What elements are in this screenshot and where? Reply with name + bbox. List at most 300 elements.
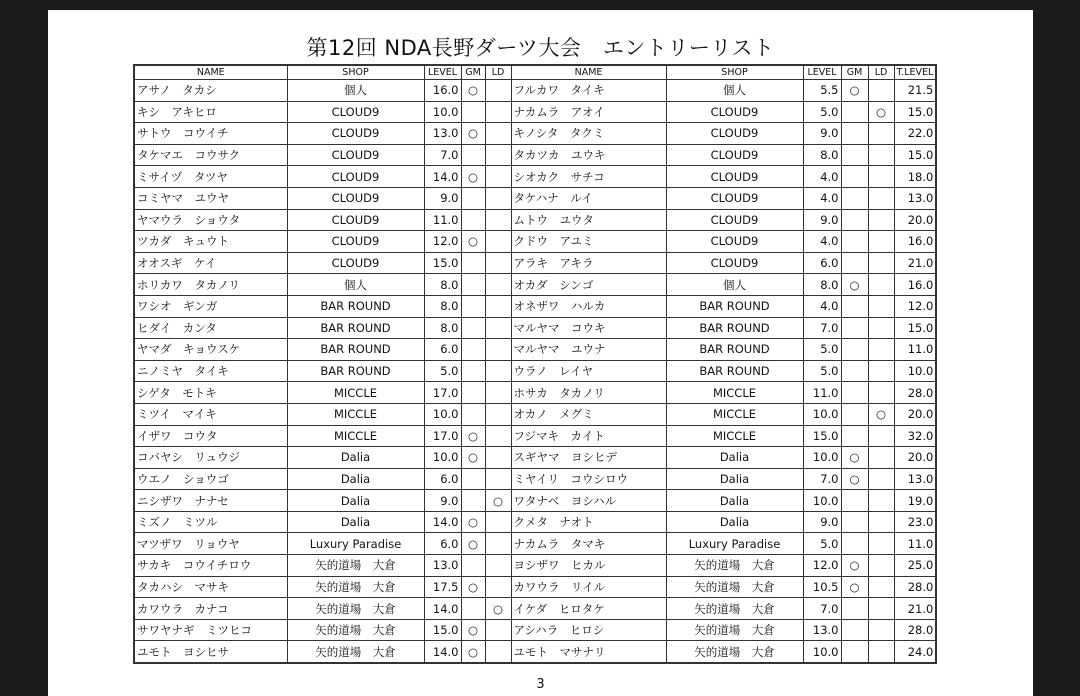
level-2: 8.0	[803, 274, 841, 296]
ld-mark-1	[485, 252, 511, 274]
shop-name-2: CLOUD9	[666, 101, 803, 123]
shop-name-2: CLOUD9	[666, 123, 803, 145]
level-1: 13.0	[424, 123, 461, 145]
gm-mark-1	[461, 144, 485, 166]
header-gm-1: GM	[461, 65, 485, 80]
level-1: 7.0	[424, 144, 461, 166]
level-1: 5.0	[424, 360, 461, 382]
player-name-2: フルカワ タイキ	[511, 80, 666, 102]
ld-mark-1	[485, 209, 511, 231]
player-name-1: ホリカワ タカノリ	[134, 274, 287, 296]
total-level: 15.0	[894, 101, 936, 123]
table-row	[134, 511, 936, 533]
total-level: 15.0	[894, 317, 936, 339]
gm-mark-2: ○	[841, 576, 868, 598]
header-ld-1: LD	[485, 65, 511, 80]
level-1: 15.0	[424, 252, 461, 274]
gm-mark-1	[461, 209, 485, 231]
entry-table	[133, 64, 937, 664]
level-2: 4.0	[803, 187, 841, 209]
ld-mark-1	[485, 403, 511, 425]
player-name-2: マルヤマ ユウナ	[511, 339, 666, 361]
gm-mark-1: ○	[461, 123, 485, 145]
level-1: 8.0	[424, 295, 461, 317]
gm-mark-1: ○	[461, 641, 485, 663]
shop-name-1: CLOUD9	[287, 101, 424, 123]
gm-mark-1	[461, 382, 485, 404]
total-level: 20.0	[894, 447, 936, 469]
gm-mark-2	[841, 166, 868, 188]
table-row	[134, 468, 936, 490]
document-page	[48, 10, 1033, 696]
viewer-top-bar	[0, 0, 1080, 10]
level-1: 15.0	[424, 619, 461, 641]
table-row	[134, 533, 936, 555]
ld-mark-2	[868, 123, 894, 145]
shop-name-1: 矢的道場 大倉	[287, 555, 424, 577]
total-level: 21.5	[894, 80, 936, 102]
player-name-2: アシハラ ヒロシ	[511, 619, 666, 641]
total-level: 18.0	[894, 166, 936, 188]
level-1: 10.0	[424, 447, 461, 469]
player-name-1: ミツイ マイキ	[134, 403, 287, 425]
player-name-2: タケハナ ルイ	[511, 187, 666, 209]
table-row	[134, 360, 936, 382]
gm-mark-2	[841, 101, 868, 123]
shop-name-1: MICCLE	[287, 425, 424, 447]
ld-mark-2	[868, 555, 894, 577]
table-row	[134, 80, 936, 102]
page-number: 3	[536, 677, 545, 692]
header-ld-2: LD	[868, 65, 894, 80]
level-1: 14.0	[424, 598, 461, 620]
total-level: 19.0	[894, 490, 936, 512]
ld-mark-1	[485, 80, 511, 102]
gm-mark-1	[461, 468, 485, 490]
ld-mark-1	[485, 511, 511, 533]
player-name-2: オカダ シンゴ	[511, 274, 666, 296]
shop-name-2: CLOUD9	[666, 144, 803, 166]
player-name-1: ツカダ キュウト	[134, 231, 287, 253]
ld-mark-2	[868, 295, 894, 317]
ld-mark-1	[485, 295, 511, 317]
total-level: 15.0	[894, 144, 936, 166]
level-1: 6.0	[424, 468, 461, 490]
level-2: 5.0	[803, 339, 841, 361]
level-2: 8.0	[803, 144, 841, 166]
shop-name-2: 個人	[666, 80, 803, 102]
gm-mark-1: ○	[461, 576, 485, 598]
player-name-2: ワタナベ ヨシハル	[511, 490, 666, 512]
table-body	[134, 80, 936, 664]
level-1: 13.0	[424, 555, 461, 577]
table-row	[134, 252, 936, 274]
ld-mark-1	[485, 425, 511, 447]
shop-name-1: CLOUD9	[287, 231, 424, 253]
player-name-1: マツザワ リョウヤ	[134, 533, 287, 555]
player-name-1: ユモト ヨシヒサ	[134, 641, 287, 663]
player-name-1: コバヤシ リュウジ	[134, 447, 287, 469]
shop-name-1: CLOUD9	[287, 209, 424, 231]
gm-mark-2	[841, 209, 868, 231]
shop-name-1: 矢的道場 大倉	[287, 619, 424, 641]
shop-name-1: Dalia	[287, 490, 424, 512]
shop-name-2: Dalia	[666, 490, 803, 512]
ld-mark-1: ○	[485, 490, 511, 512]
ld-mark-2	[868, 533, 894, 555]
ld-mark-1	[485, 468, 511, 490]
gm-mark-1	[461, 317, 485, 339]
header-name-2: NAME	[511, 65, 666, 80]
shop-name-2: BAR ROUND	[666, 317, 803, 339]
player-name-2: ミヤイリ コウシロウ	[511, 468, 666, 490]
ld-mark-2	[868, 339, 894, 361]
level-2: 7.0	[803, 468, 841, 490]
total-level: 11.0	[894, 533, 936, 555]
shop-name-1: Dalia	[287, 447, 424, 469]
gm-mark-1	[461, 295, 485, 317]
level-2: 10.5	[803, 576, 841, 598]
player-name-1: ヤマウラ ショウタ	[134, 209, 287, 231]
ld-mark-1	[485, 144, 511, 166]
player-name-2: イケダ ヒロタケ	[511, 598, 666, 620]
ld-mark-1	[485, 101, 511, 123]
player-name-1: イザワ コウタ	[134, 425, 287, 447]
table-row	[134, 447, 936, 469]
player-name-1: サワヤナギ ミツヒコ	[134, 619, 287, 641]
ld-mark-1	[485, 274, 511, 296]
shop-name-1: CLOUD9	[287, 187, 424, 209]
shop-name-2: 矢的道場 大倉	[666, 576, 803, 598]
level-2: 10.0	[803, 447, 841, 469]
gm-mark-1	[461, 101, 485, 123]
ld-mark-1: ○	[485, 598, 511, 620]
shop-name-2: Dalia	[666, 511, 803, 533]
total-level: 21.0	[894, 252, 936, 274]
shop-name-2: 矢的道場 大倉	[666, 619, 803, 641]
player-name-1: ミズノ ミツル	[134, 511, 287, 533]
gm-mark-2: ○	[841, 274, 868, 296]
shop-name-2: MICCLE	[666, 425, 803, 447]
level-2: 10.0	[803, 641, 841, 663]
player-name-1: ヤマダ キョウスケ	[134, 339, 287, 361]
shop-name-2: BAR ROUND	[666, 339, 803, 361]
table-row	[134, 166, 936, 188]
level-2: 9.0	[803, 511, 841, 533]
level-2: 9.0	[803, 209, 841, 231]
gm-mark-2	[841, 619, 868, 641]
ld-mark-2	[868, 490, 894, 512]
table-row	[134, 295, 936, 317]
player-name-2: スギヤマ ヨシヒデ	[511, 447, 666, 469]
header-level-2: LEVEL	[803, 65, 841, 80]
table-row	[134, 619, 936, 641]
total-level: 28.0	[894, 382, 936, 404]
header-name-1: NAME	[134, 65, 287, 80]
player-name-1: ヒダイ カンタ	[134, 317, 287, 339]
shop-name-2: CLOUD9	[666, 231, 803, 253]
shop-name-2: CLOUD9	[666, 166, 803, 188]
gm-mark-2	[841, 123, 868, 145]
level-2: 15.0	[803, 425, 841, 447]
shop-name-2: CLOUD9	[666, 209, 803, 231]
gm-mark-2	[841, 360, 868, 382]
player-name-2: クメタ ナオト	[511, 511, 666, 533]
table-row	[134, 274, 936, 296]
ld-mark-2	[868, 80, 894, 102]
gm-mark-1: ○	[461, 166, 485, 188]
gm-mark-1: ○	[461, 533, 485, 555]
table-header-row	[134, 65, 936, 80]
level-2: 4.0	[803, 231, 841, 253]
ld-mark-1	[485, 187, 511, 209]
level-2: 11.0	[803, 382, 841, 404]
table-row	[134, 403, 936, 425]
ld-mark-2	[868, 641, 894, 663]
table-row	[134, 317, 936, 339]
gm-mark-1	[461, 274, 485, 296]
level-1: 17.5	[424, 576, 461, 598]
shop-name-2: 個人	[666, 274, 803, 296]
ld-mark-2	[868, 187, 894, 209]
level-1: 17.0	[424, 382, 461, 404]
gm-mark-2	[841, 511, 868, 533]
shop-name-1: 矢的道場 大倉	[287, 598, 424, 620]
gm-mark-2	[841, 533, 868, 555]
table-row	[134, 598, 936, 620]
gm-mark-1	[461, 187, 485, 209]
ld-mark-1	[485, 619, 511, 641]
level-2: 13.0	[803, 619, 841, 641]
gm-mark-2	[841, 425, 868, 447]
ld-mark-2	[868, 425, 894, 447]
level-1: 9.0	[424, 490, 461, 512]
gm-mark-1	[461, 598, 485, 620]
gm-mark-2	[841, 231, 868, 253]
shop-name-1: 個人	[287, 274, 424, 296]
gm-mark-2	[841, 144, 868, 166]
gm-mark-1: ○	[461, 447, 485, 469]
ld-mark-2	[868, 360, 894, 382]
player-name-2: キノシタ タクミ	[511, 123, 666, 145]
level-2: 6.0	[803, 252, 841, 274]
level-1: 8.0	[424, 274, 461, 296]
shop-name-2: MICCLE	[666, 403, 803, 425]
shop-name-2: MICCLE	[666, 382, 803, 404]
ld-mark-2	[868, 144, 894, 166]
player-name-2: ホサカ タカノリ	[511, 382, 666, 404]
table-row	[134, 187, 936, 209]
level-2: 4.0	[803, 166, 841, 188]
player-name-2: ナカムラ タマキ	[511, 533, 666, 555]
ld-mark-1	[485, 231, 511, 253]
shop-name-1: BAR ROUND	[287, 360, 424, 382]
level-2: 4.0	[803, 295, 841, 317]
gm-mark-2	[841, 295, 868, 317]
level-1: 8.0	[424, 317, 461, 339]
ld-mark-2	[868, 382, 894, 404]
table-row	[134, 101, 936, 123]
table-row	[134, 576, 936, 598]
gm-mark-1: ○	[461, 231, 485, 253]
player-name-2: ウラノ レイヤ	[511, 360, 666, 382]
total-level: 12.0	[894, 295, 936, 317]
shop-name-1: 個人	[287, 80, 424, 102]
table-row	[134, 144, 936, 166]
player-name-2: マルヤマ コウキ	[511, 317, 666, 339]
shop-name-2: CLOUD9	[666, 187, 803, 209]
ld-mark-2: ○	[868, 101, 894, 123]
ld-mark-2	[868, 598, 894, 620]
table-row	[134, 339, 936, 361]
player-name-1: ニノミヤ タイキ	[134, 360, 287, 382]
total-level: 13.0	[894, 187, 936, 209]
player-name-1: シゲタ モトキ	[134, 382, 287, 404]
ld-mark-2	[868, 209, 894, 231]
level-2: 5.0	[803, 533, 841, 555]
shop-name-2: 矢的道場 大倉	[666, 641, 803, 663]
gm-mark-1	[461, 360, 485, 382]
gm-mark-2: ○	[841, 447, 868, 469]
ld-mark-2	[868, 166, 894, 188]
gm-mark-1	[461, 555, 485, 577]
shop-name-1: Dalia	[287, 468, 424, 490]
ld-mark-1	[485, 339, 511, 361]
player-name-2: アラキ アキラ	[511, 252, 666, 274]
level-2: 5.0	[803, 360, 841, 382]
player-name-1: コミヤマ ユウヤ	[134, 187, 287, 209]
shop-name-1: Dalia	[287, 511, 424, 533]
player-name-2: ユモト マサナリ	[511, 641, 666, 663]
shop-name-1: 矢的道場 大倉	[287, 576, 424, 598]
shop-name-1: CLOUD9	[287, 123, 424, 145]
ld-mark-1	[485, 576, 511, 598]
gm-mark-2	[841, 490, 868, 512]
total-level: 16.0	[894, 274, 936, 296]
level-1: 9.0	[424, 187, 461, 209]
shop-name-2: 矢的道場 大倉	[666, 555, 803, 577]
table-row	[134, 425, 936, 447]
shop-name-2: 矢的道場 大倉	[666, 598, 803, 620]
total-level: 21.0	[894, 598, 936, 620]
level-1: 14.0	[424, 511, 461, 533]
total-level: 13.0	[894, 468, 936, 490]
player-name-2: オカノ メグミ	[511, 403, 666, 425]
shop-name-1: CLOUD9	[287, 252, 424, 274]
ld-mark-2	[868, 252, 894, 274]
level-1: 11.0	[424, 209, 461, 231]
gm-mark-2	[841, 598, 868, 620]
total-level: 32.0	[894, 425, 936, 447]
table-row	[134, 123, 936, 145]
ld-mark-2	[868, 619, 894, 641]
page-title: 第12回 NDA長野ダーツ大会 エントリーリスト	[306, 36, 775, 60]
shop-name-1: BAR ROUND	[287, 295, 424, 317]
ld-mark-2: ○	[868, 403, 894, 425]
level-2: 10.0	[803, 490, 841, 512]
shop-name-2: Dalia	[666, 468, 803, 490]
shop-name-1: CLOUD9	[287, 166, 424, 188]
player-name-2: タカツカ ユウキ	[511, 144, 666, 166]
level-1: 10.0	[424, 403, 461, 425]
total-level: 20.0	[894, 403, 936, 425]
player-name-2: クドウ アユミ	[511, 231, 666, 253]
player-name-1: アサノ タカシ	[134, 80, 287, 102]
header-shop-2: SHOP	[666, 65, 803, 80]
gm-mark-2	[841, 382, 868, 404]
total-level: 22.0	[894, 123, 936, 145]
player-name-2: シオカク サチコ	[511, 166, 666, 188]
shop-name-1: BAR ROUND	[287, 317, 424, 339]
level-2: 5.5	[803, 80, 841, 102]
gm-mark-1: ○	[461, 425, 485, 447]
ld-mark-1	[485, 555, 511, 577]
shop-name-1: 矢的道場 大倉	[287, 641, 424, 663]
player-name-2: ヨシザワ ヒカル	[511, 555, 666, 577]
ld-mark-1	[485, 123, 511, 145]
level-1: 10.0	[424, 101, 461, 123]
gm-mark-1	[461, 252, 485, 274]
player-name-2: ナカムラ アオイ	[511, 101, 666, 123]
gm-mark-2: ○	[841, 468, 868, 490]
shop-name-2: BAR ROUND	[666, 295, 803, 317]
gm-mark-2	[841, 317, 868, 339]
level-1: 6.0	[424, 339, 461, 361]
gm-mark-2: ○	[841, 80, 868, 102]
shop-name-2: BAR ROUND	[666, 360, 803, 382]
gm-mark-2	[841, 403, 868, 425]
player-name-2: オネザワ ハルカ	[511, 295, 666, 317]
total-level: 11.0	[894, 339, 936, 361]
ld-mark-1	[485, 166, 511, 188]
level-2: 7.0	[803, 317, 841, 339]
shop-name-1: CLOUD9	[287, 144, 424, 166]
header-shop-1: SHOP	[287, 65, 424, 80]
player-name-2: ムトウ ユウタ	[511, 209, 666, 231]
level-2: 9.0	[803, 123, 841, 145]
player-name-1: キシ アキヒロ	[134, 101, 287, 123]
table-row	[134, 231, 936, 253]
ld-mark-1	[485, 641, 511, 663]
shop-name-2: Dalia	[666, 447, 803, 469]
shop-name-1: MICCLE	[287, 403, 424, 425]
ld-mark-1	[485, 317, 511, 339]
level-1: 17.0	[424, 425, 461, 447]
shop-name-2: CLOUD9	[666, 252, 803, 274]
gm-mark-1: ○	[461, 511, 485, 533]
player-name-1: タケマエ コウサク	[134, 144, 287, 166]
header-total-level: T.LEVEL	[894, 65, 936, 80]
gm-mark-2	[841, 339, 868, 361]
player-name-2: カワウラ リイル	[511, 576, 666, 598]
player-name-1: ニシザワ ナナセ	[134, 490, 287, 512]
total-level: 28.0	[894, 619, 936, 641]
table-row	[134, 490, 936, 512]
level-1: 6.0	[424, 533, 461, 555]
player-name-1: ミサイヅ タツヤ	[134, 166, 287, 188]
ld-mark-2	[868, 468, 894, 490]
shop-name-1: MICCLE	[287, 382, 424, 404]
shop-name-1: BAR ROUND	[287, 339, 424, 361]
level-2: 7.0	[803, 598, 841, 620]
total-level: 16.0	[894, 231, 936, 253]
ld-mark-2	[868, 447, 894, 469]
shop-name-2: Luxury Paradise	[666, 533, 803, 555]
level-2: 5.0	[803, 101, 841, 123]
total-level: 28.0	[894, 576, 936, 598]
ld-mark-1	[485, 447, 511, 469]
level-2: 10.0	[803, 403, 841, 425]
